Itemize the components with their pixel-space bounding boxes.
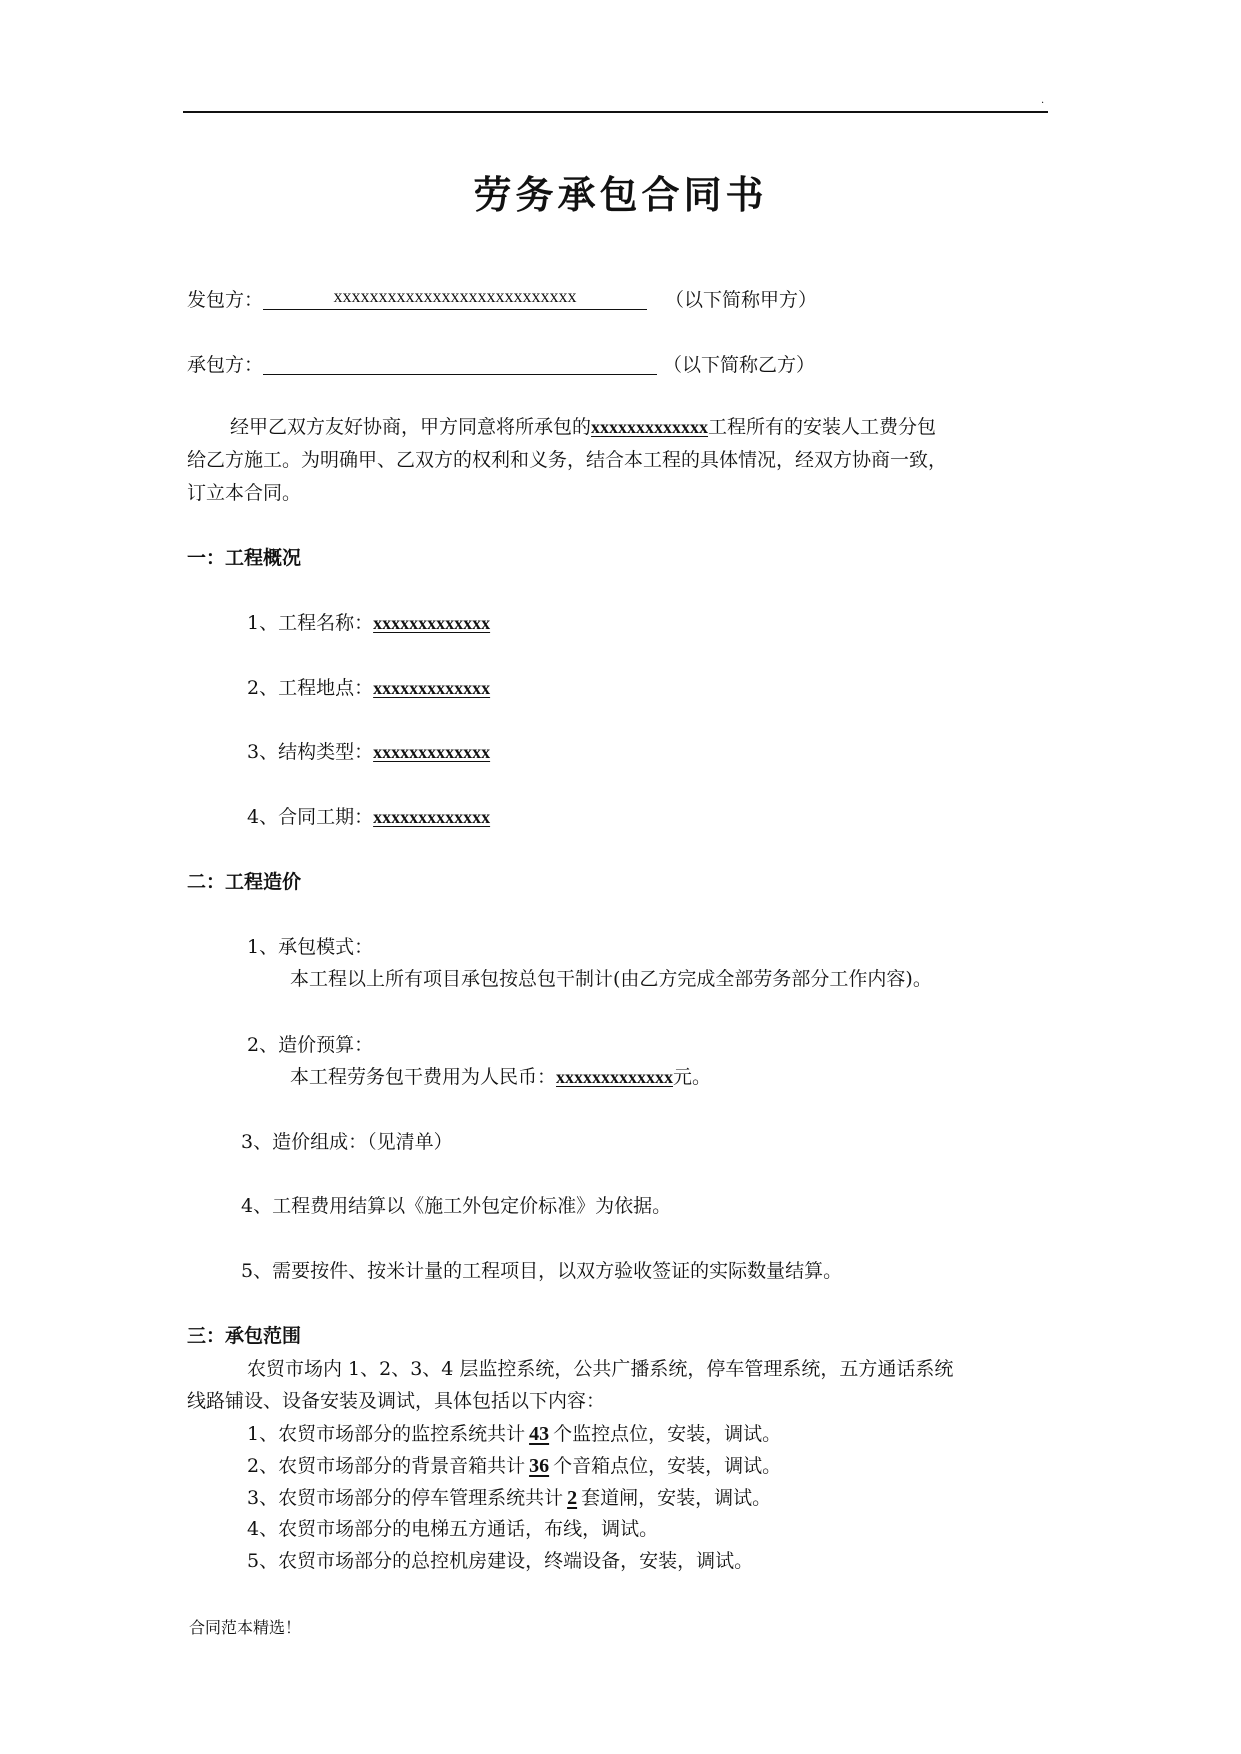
section-1-item-3 <box>247 743 490 762</box>
scope-text: 套道闸，安装，调试。 <box>581 1487 772 1509</box>
intro-line-1 <box>230 418 936 437</box>
budget-unit: 元。 <box>673 1066 712 1088</box>
scope-count: 43 <box>529 1423 550 1445</box>
item-value: xxxxxxxxxxxxx <box>373 613 491 633</box>
employer-value: xxxxxxxxxxxxxxxxxxxxxxxxxxx <box>333 286 577 306</box>
budget-text: 本工程劳务包干费用为人民币： <box>290 1066 557 1088</box>
employer-field <box>263 287 647 310</box>
intro-line-3: 订立本合同。 <box>187 482 302 504</box>
section-2-item-1-label: 1、承包模式： <box>247 936 374 958</box>
scope-text: 3、农贸市场部分的停车管理系统共计 <box>247 1487 564 1509</box>
header-dot: . <box>1041 95 1045 106</box>
item-value: xxxxxxxxxxxxx <box>373 807 491 827</box>
section-2-heading: 二：工程造价 <box>187 871 302 893</box>
contractor-line <box>187 352 815 375</box>
scope-text: 个监控点位，安装，调试。 <box>553 1423 782 1445</box>
contractor-label: 承包方： <box>187 354 264 376</box>
section-1-item-1 <box>247 614 490 633</box>
item-value: xxxxxxxxxxxxx <box>373 678 491 698</box>
scope-text: 2、农贸市场部分的背景音箱共计 <box>247 1455 526 1477</box>
intro-text-2: 工程所有的安装人工费分包 <box>708 416 937 438</box>
section-2-item-3: 3、造价组成：（见清单） <box>241 1131 453 1153</box>
section-2-item-5: 5、需要按件、按米计量的工程项目，以双方验收签证的实际数量结算。 <box>241 1260 843 1282</box>
item-label: 4、合同工期： <box>247 806 374 828</box>
contractor-note: （以下简称乙方） <box>663 354 816 376</box>
section-1-item-2 <box>247 679 490 698</box>
section-2-item-2-text <box>290 1068 711 1087</box>
budget-value: xxxxxxxxxxxxx <box>556 1067 674 1087</box>
section-1-item-4 <box>247 808 490 827</box>
header-rule <box>183 111 1048 113</box>
employer-label: 发包方： <box>187 289 264 311</box>
item-label: 2、工程地点： <box>247 677 374 699</box>
section-3-intro-line-1: 农贸市场内 1、2、3、4 层监控系统，公共广播系统，停车管理系统，五方通话系统 <box>247 1358 954 1380</box>
intro-text-1: 经甲乙双方友好协商，甲方同意将所承包的 <box>230 416 592 438</box>
document-title: 劳务承包合同书 <box>473 172 768 217</box>
intro-line-2: 给乙方施工。为明确甲、乙双方的权利和义务，结合本工程的具体情况，经双方协商一致， <box>187 449 948 471</box>
scope-text: 1、农贸市场部分的监控系统共计 <box>247 1423 526 1445</box>
section-3-heading: 三：承包范围 <box>187 1325 302 1347</box>
scope-text: 个音箱点位，安装，调试。 <box>553 1455 782 1477</box>
section-1-heading: 一：工程概况 <box>187 547 302 569</box>
section-3-item-2 <box>247 1456 781 1476</box>
section-3-item-5: 5、农贸市场部分的总控机房建设，终端设备，安装，调试。 <box>247 1550 754 1572</box>
scope-count: 2 <box>567 1487 578 1509</box>
scope-count: 36 <box>529 1455 550 1477</box>
section-2-item-1-text: 本工程以上所有项目承包按总包干制计(由乙方完成全部劳务部分工作内容)。 <box>290 968 932 990</box>
section-2-item-4: 4、工程费用结算以《施工外包定价标准》为依据。 <box>241 1195 672 1217</box>
section-3-item-4: 4、农贸市场部分的电梯五方通话，布线，调试。 <box>247 1518 659 1540</box>
intro-project-value: xxxxxxxxxxxxx <box>591 417 709 437</box>
item-label: 1、工程名称： <box>247 612 374 634</box>
contractor-field <box>263 352 657 375</box>
employer-note: （以下简称甲方） <box>665 289 818 311</box>
section-2-item-2-label: 2、造价预算： <box>247 1034 374 1056</box>
section-3-item-3 <box>247 1488 771 1508</box>
page-footer: 合同范本精选！ <box>189 1618 302 1637</box>
item-label: 3、结构类型： <box>247 741 374 763</box>
section-3-item-1 <box>247 1424 781 1444</box>
employer-line <box>187 287 817 310</box>
item-value: xxxxxxxxxxxxx <box>373 742 491 762</box>
section-3-intro-line-2: 线路铺设、设备安装及调试，具体包括以下内容： <box>187 1390 606 1412</box>
